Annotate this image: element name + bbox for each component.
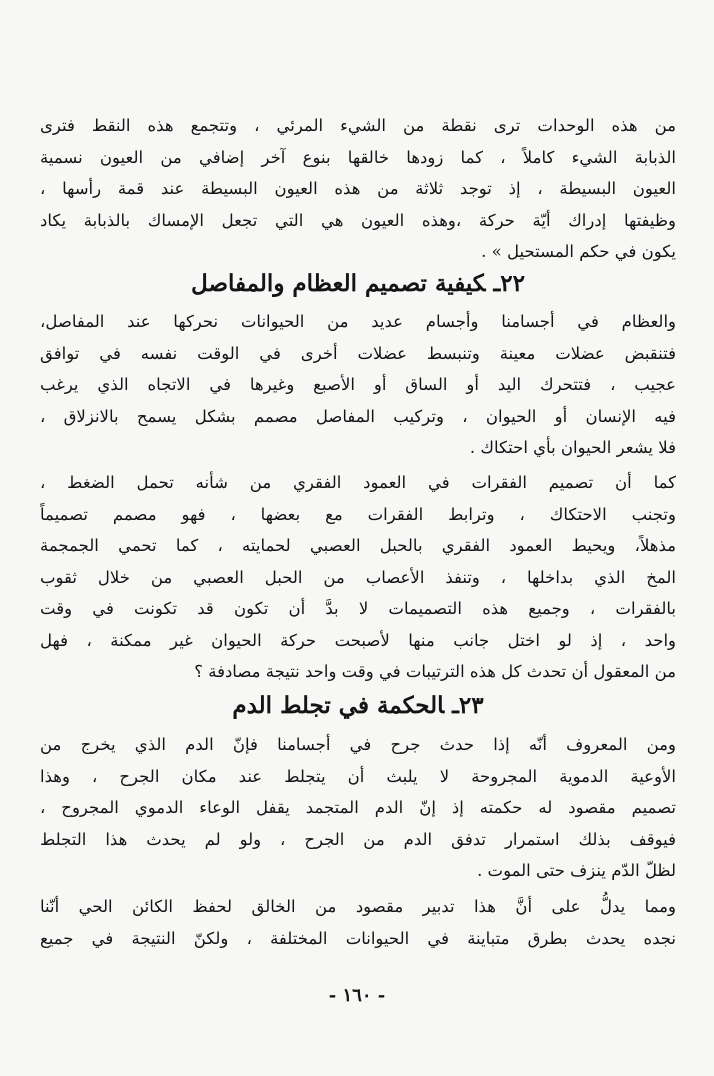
text-line: واحد ، إذ لو اختل جانب منها لأصبحت حركة الحيوان غير ممكنة ، فهل: [40, 630, 676, 650]
text-line: فتنقبض عضلات معينة وتنبسط عضلات أخرى في الوقت نفسه في توافق: [40, 343, 676, 363]
text-line: ومما يدلُّ على أنَّ هذا تدبير مقصود من الخالق لحفظ الكائن الحي أنّنا: [40, 897, 676, 916]
text-line: تصميم مقصود له حكمته إذ إنّ الدم المتجمد يقفل الوعاء الدموي المجروح ،: [40, 798, 676, 817]
paragraph: [40, 729, 676, 887]
text-line: من هذه الوحدات ترى نقطة من الشيء المرئي ، وتتجمع هذه النقط فترى: [40, 116, 676, 135]
text-line: ومن المعروف أنّه إذا حدث جرح في أجسامنا فإنّ الدم الذي يخرج من: [40, 735, 676, 754]
text-line: يكون في حكم المستحيل » .: [481, 242, 676, 261]
text-line: الأوعية الدموية المجروحة لا يلبث أن يتجلط عند مكان الجرح ، وهذا: [40, 766, 676, 786]
text-line: وظيفتها إدراك أيّة حركة ،وهذه العيون هي التي تجعل الإمساك بالذبابة يكاد: [40, 210, 676, 230]
text-line: وتجنب الاحتكاك ، وترابط الفقرات مع بعضها ، فهو مصمم تصميماً: [40, 504, 676, 524]
text-line: العيون البسيطة ، إذ توجد ثلاثة من هذه العيون البسيطة عند قمة رأسها ،: [40, 179, 676, 198]
section-number: ٢٣ـ: [452, 692, 484, 719]
section-heading: [40, 688, 676, 724]
paragraph: [40, 891, 676, 954]
text-line: عجيب ، فتتحرك اليد أو الساق أو الأصبع وغيرها في الاتجاه الذي يرغب: [40, 375, 676, 394]
text-line: من المعقول أن تحدث كل هذه الترتيبات في وقت واحد نتيجة مصادفة ؟: [194, 662, 676, 681]
text-line: بالفقرات ، وجميع هذه التصميمات لا بدَّ أن تكون قد تكونت في وقت: [40, 599, 676, 618]
page-number: - ١٦٠ -: [328, 985, 386, 1006]
text-line: فلا يشعر الحيوان بأي احتكاك .: [469, 438, 676, 457]
text-line: فيوقف بذلك استمرار تدفق الدم من الجرح ، ولو لم يحدث هذا التجلط: [40, 829, 676, 849]
paragraph: [40, 306, 676, 464]
section-heading: [40, 266, 676, 302]
paragraph: [40, 110, 676, 268]
text-line: كما أن تصميم الفقرات في العمود الفقري من شأنه تحمل الضغط ،: [40, 473, 676, 492]
section-title: كيفية تصميم العظام والمفاصل: [191, 270, 486, 297]
text-line: المخ الذي بداخلها ، وتنفذ الأعصاب من الحبل العصبي من خلال ثقوب: [40, 567, 676, 587]
text-line: نجده يحدث بطرق متباينة في الحيوانات المختلفة ، ولكنّ النتيجة في جميع: [40, 928, 676, 948]
text-line: والعظام في أجسامنا وأجسام عديد من الحيوانات نحركها عند المفاصل،: [40, 312, 676, 331]
paragraph: [40, 467, 676, 688]
section-number: ٢٢ـ: [493, 270, 525, 297]
text-line: الذبابة الشيء كاملاً ، كما زودها خالقها بنوع آخر إضافي من العيون نسمية: [40, 147, 676, 167]
text-line: لظلّ الدّم ينزف حتى الموت .: [477, 861, 676, 880]
text-line: فيه الإنسان أو الحيوان ، وتركيب المفاصل مصمم بشكل يسمح بالانزلاق ،: [40, 406, 676, 426]
section-title: الحكمة في تجلط الدم: [232, 692, 445, 719]
text-line: مذهلاً، ويحيط العمود الفقري بالحبل العصبي لحمايته ، كما تحمي الجمجمة: [40, 536, 676, 555]
